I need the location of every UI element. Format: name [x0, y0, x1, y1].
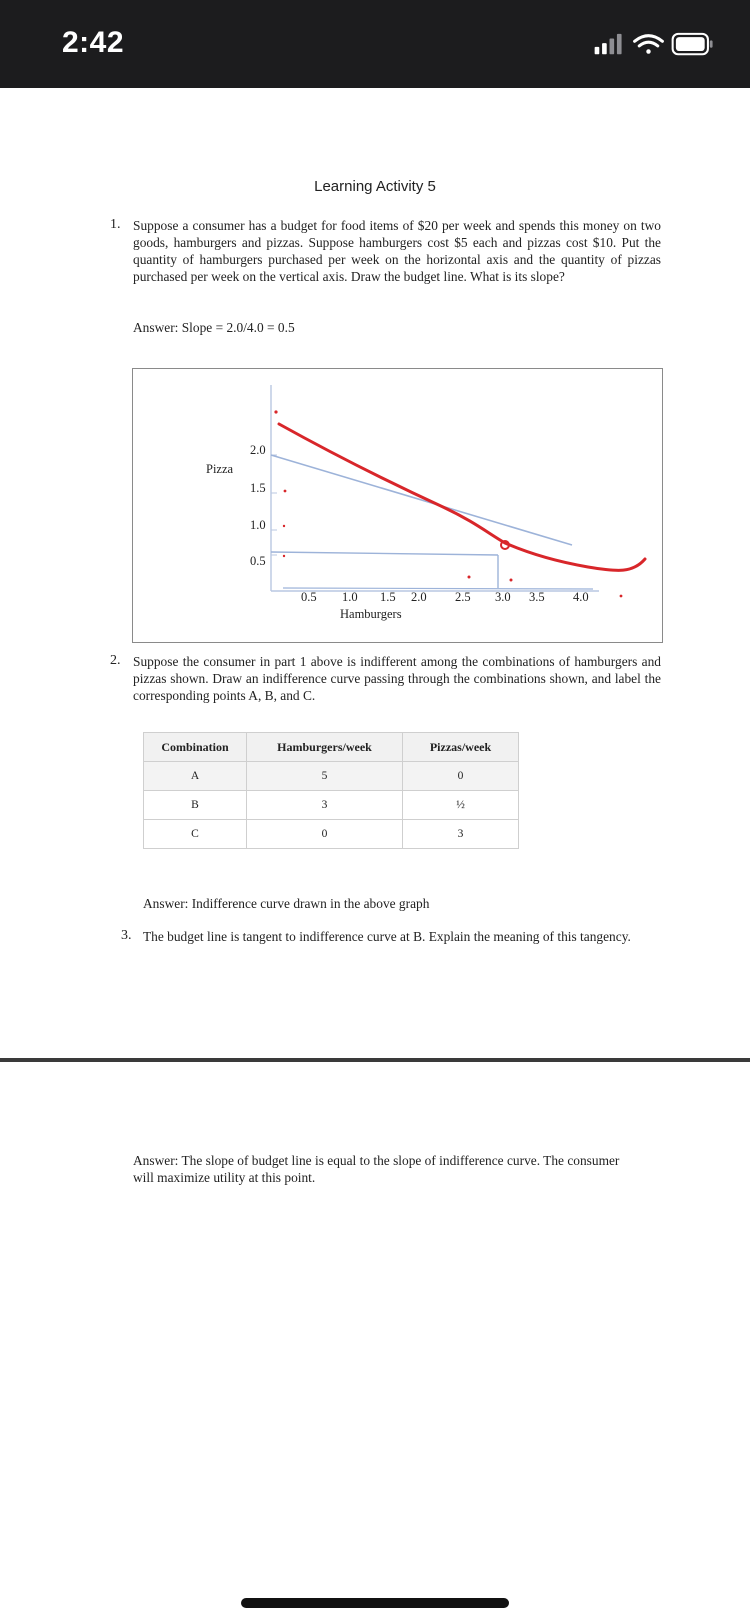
y-tick-1-5: 1.5	[250, 481, 266, 495]
combination-table	[143, 732, 519, 849]
q2-answer: Answer: Indifference curve drawn in the above graph	[143, 896, 430, 911]
q3-text: The budget line is tangent to indifference curve at B. Explain the meaning of this tangency.	[143, 929, 631, 944]
cell-combination: C	[144, 820, 247, 849]
document-title: Learning Activity 5	[314, 178, 436, 195]
graph-drawing	[133, 369, 662, 642]
table-row	[144, 762, 519, 791]
y-axis-label: Pizza	[206, 462, 234, 476]
budget-graph	[132, 368, 663, 643]
q1-number: 1.	[110, 217, 121, 232]
q2-number: 2.	[110, 653, 121, 668]
status-icons	[590, 32, 720, 58]
budget-line	[271, 455, 572, 545]
x-tick-1-0: 1.0	[342, 590, 358, 604]
cell-pizzas: 3	[403, 820, 519, 849]
status-bar	[0, 0, 750, 88]
cell-hamburgers: 0	[247, 820, 403, 849]
q2-text: Suppose the consumer in part 1 above is indifferent among the combinations of hamburgers and pizzas shown. Draw an indifference curve passing through the combinations shown, and label the corresponding points A, B, and C.	[133, 654, 661, 703]
cell-pizzas: 0	[403, 762, 519, 791]
battery-icon	[673, 34, 713, 54]
y-tick-1-0: 1.0	[250, 518, 266, 532]
indifference-curve	[279, 424, 645, 570]
home-indicator[interactable]	[241, 1598, 509, 1608]
status-time: 2:42	[62, 26, 125, 59]
x-tick-4-0: 4.0	[573, 590, 589, 604]
table-header-row	[144, 733, 519, 762]
guide-line-0-5	[271, 552, 498, 555]
cell-pizzas: ½	[403, 791, 519, 820]
x-tick-2-0: 2.0	[411, 590, 427, 604]
header-pizzas: Pizzas/week	[403, 733, 519, 762]
table-row	[144, 791, 519, 820]
cell-combination: A	[144, 762, 247, 791]
header-combination: Combination	[144, 733, 247, 762]
cell-hamburgers: 5	[247, 762, 403, 791]
wifi-icon	[635, 36, 663, 54]
y-tick-0-5: 0.5	[250, 554, 266, 568]
y-tick-2-0: 2.0	[250, 443, 266, 457]
q1-answer: Answer: Slope = 2.0/4.0 = 0.5	[133, 320, 295, 335]
guide-line-base	[283, 588, 593, 589]
x-axis-label: Hamburgers	[340, 607, 402, 621]
q3-number: 3.	[121, 928, 132, 943]
x-tick-1-5: 1.5	[380, 590, 396, 604]
cellular-signal-icon	[595, 34, 622, 54]
x-tick-3-5: 3.5	[529, 590, 545, 604]
cell-hamburgers: 3	[247, 791, 403, 820]
page-divider	[0, 1058, 750, 1062]
q1-text: Suppose a consumer has a budget for food items of $20 per week and spends this money on two goods, hamburgers and pizzas. Suppose hamburgers cost $5 each and pizzas cost $10. Put the quantity of hamburgers purchased per week on the horizontal axis and the quantity of pizzas purchased per week on the vertical axis. Draw the budget line. What is its slope?	[133, 218, 661, 284]
x-tick-2-5: 2.5	[455, 590, 471, 604]
x-tick-0-5: 0.5	[301, 590, 317, 604]
q3-answer: Answer: The slope of budget line is equal to the slope of indifference curve. The consumer will maximize utility at this point.	[133, 1153, 620, 1185]
x-tick-3-0: 3.0	[495, 590, 511, 604]
table-row	[144, 820, 519, 849]
cell-combination: B	[144, 791, 247, 820]
header-hamburgers: Hamburgers/week	[247, 733, 403, 762]
